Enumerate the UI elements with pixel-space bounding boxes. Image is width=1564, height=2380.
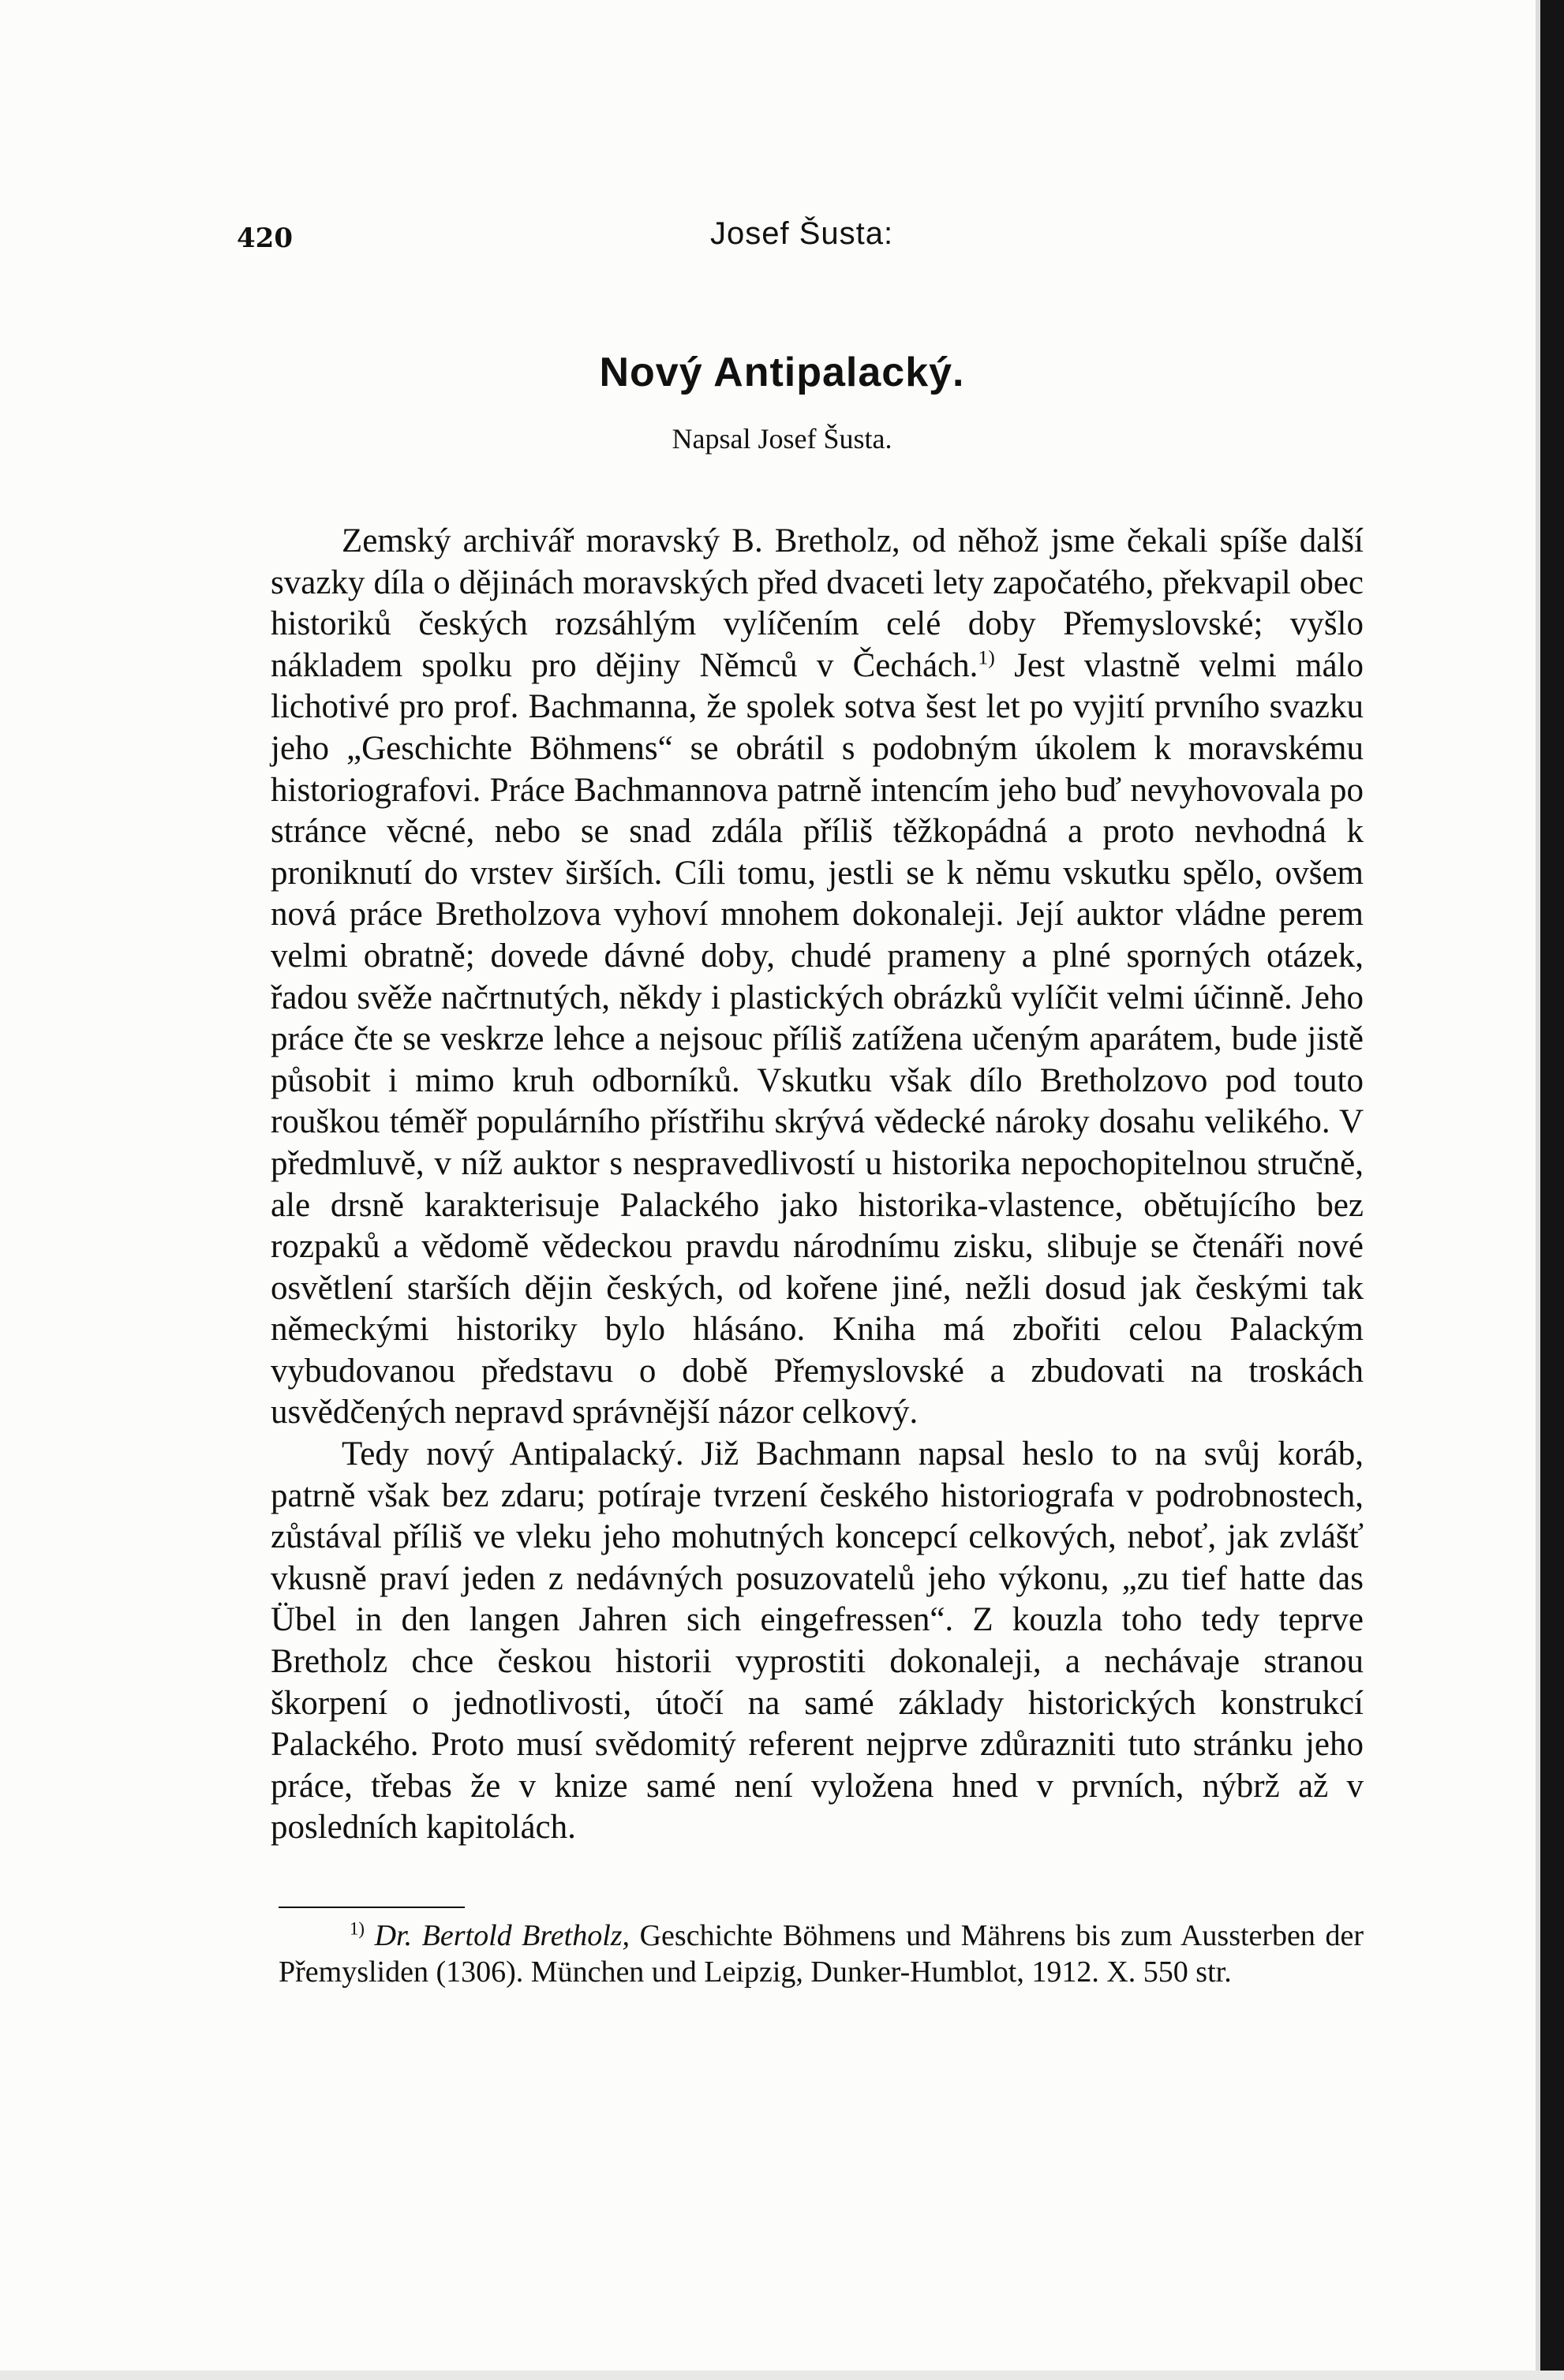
- running-head: Josef Šusta:: [710, 216, 894, 251]
- paragraph-1-part-a: Zemský archivář moravský B. Bretholz, od něhož jsme čekali spíše další svazky díla o dějinách moravských před dvaceti lety započatého, překvapil obec historiků českých rozsáhlým vylíčením celé doby Přemyslovské; vyšlo nákladem spolku pro dějiny Němců v Čechách.: [271, 522, 1364, 684]
- footnote-reference: 1): [978, 646, 995, 669]
- footnote-divider: [279, 1907, 465, 1908]
- paragraph-1-part-b: Jest vlastně velmi málo lichotivé pro prof. Bachmanna, že spolek sotva šest let po vyjití prvního svazku jeho „Geschichte Böhmens“ se obrátil s podobným úkolem k moravskému historiografovi. Práce Bachmannova patrně intencím jeho buď nevyhovovala po stránce věcné, nebo se snad zdála příliš těžkopádná a proto nevhodná k proniknutí do vrstev širších. Cíli tomu, jestli se k němu vskutku spělo, ovšem nová práce Bretholzova vyhoví mnohem dokonaleji. Její auktor vládne perem velmi obratně; dovede dávné doby, chudé prameny a plné sporných otázek, řadou svěže načrtnutých, někdy i plastických obrázků vylíčit velmi účinně. Jeho práce čte se veskrze lehce a nejsouc příliš zatížena učeným aparátem, bude jistě působit i mimo kruh odborníků. Vskutku však dílo Bretholzovo pod touto rouškou téměř populárního přístřihu skrývá vědecké nároky dosahu velikého. V předmluvě, v níž auktor s nespravedlivostí u historika nepochopitelnou stručně, ale drsně karakterisuje Palackého jako historika-vlastence, obětujícího bez rozpaků a vědomě vědeckou pravdu národnímu zisku, slibuje se čtenáři nové osvětlení starších dějin českých, od kořene jiné, nežli dosud jak českými tak německými historiky bylo hlásáno. Kniha má zbořiti celou Palackým vybudovanou představu o době Přemyslovské a zbudovati na troskách usvědčených nepravd správnější názor celkový.: [271, 646, 1364, 1431]
- footnote-marker: 1): [350, 1918, 365, 1939]
- article-byline: Napsal Josef Šusta.: [672, 423, 892, 455]
- article-title: Nový Antipalacký.: [599, 350, 965, 395]
- footnote-text: Geschichte Böhmens und Mährens bis zum Aussterben der Přemysliden (1306). München und Leipzig, Dunker-Humblot, 1912. X. 550 str.: [279, 1919, 1364, 1989]
- article-body: [271, 521, 1364, 1849]
- paragraph-2: Tedy nový Antipalacký. Již Bachmann napsal heslo to na svůj koráb, patrně však bez zdaru; potíraje tvrzení českého historiografa v podrobnostech, zůstával příliš ve vleku jeho mohutných koncepcí celkových, neboť, jak zvlášť vkusně praví jeden z nedávných posuzovatelů jeho výkonu, „zu tief hatte das Übel in den langen Jahren sich eingefressen“. Z kouzla toho tedy teprve Bretholz chce českou historii vyprostiti dokonaleji, a nechávaje stranou škorpení o jednotlivosti, útočí na samé základy historických konstrukcí Palackého. Proto musí svědomitý referent nejprve zdůrazniti tuto stránku jeho práce, třebas že v knize samé není vyložena hned v prvních, nýbrž až v posledních kapitolách.: [271, 1435, 1364, 1847]
- page-bottom-edge: [0, 2371, 1564, 2380]
- footnote: [279, 1918, 1364, 1990]
- footnote-author: Dr. Bertold Bretholz,: [374, 1919, 630, 1952]
- paragraph-1: [271, 521, 1364, 1434]
- page-number: 420: [237, 223, 293, 254]
